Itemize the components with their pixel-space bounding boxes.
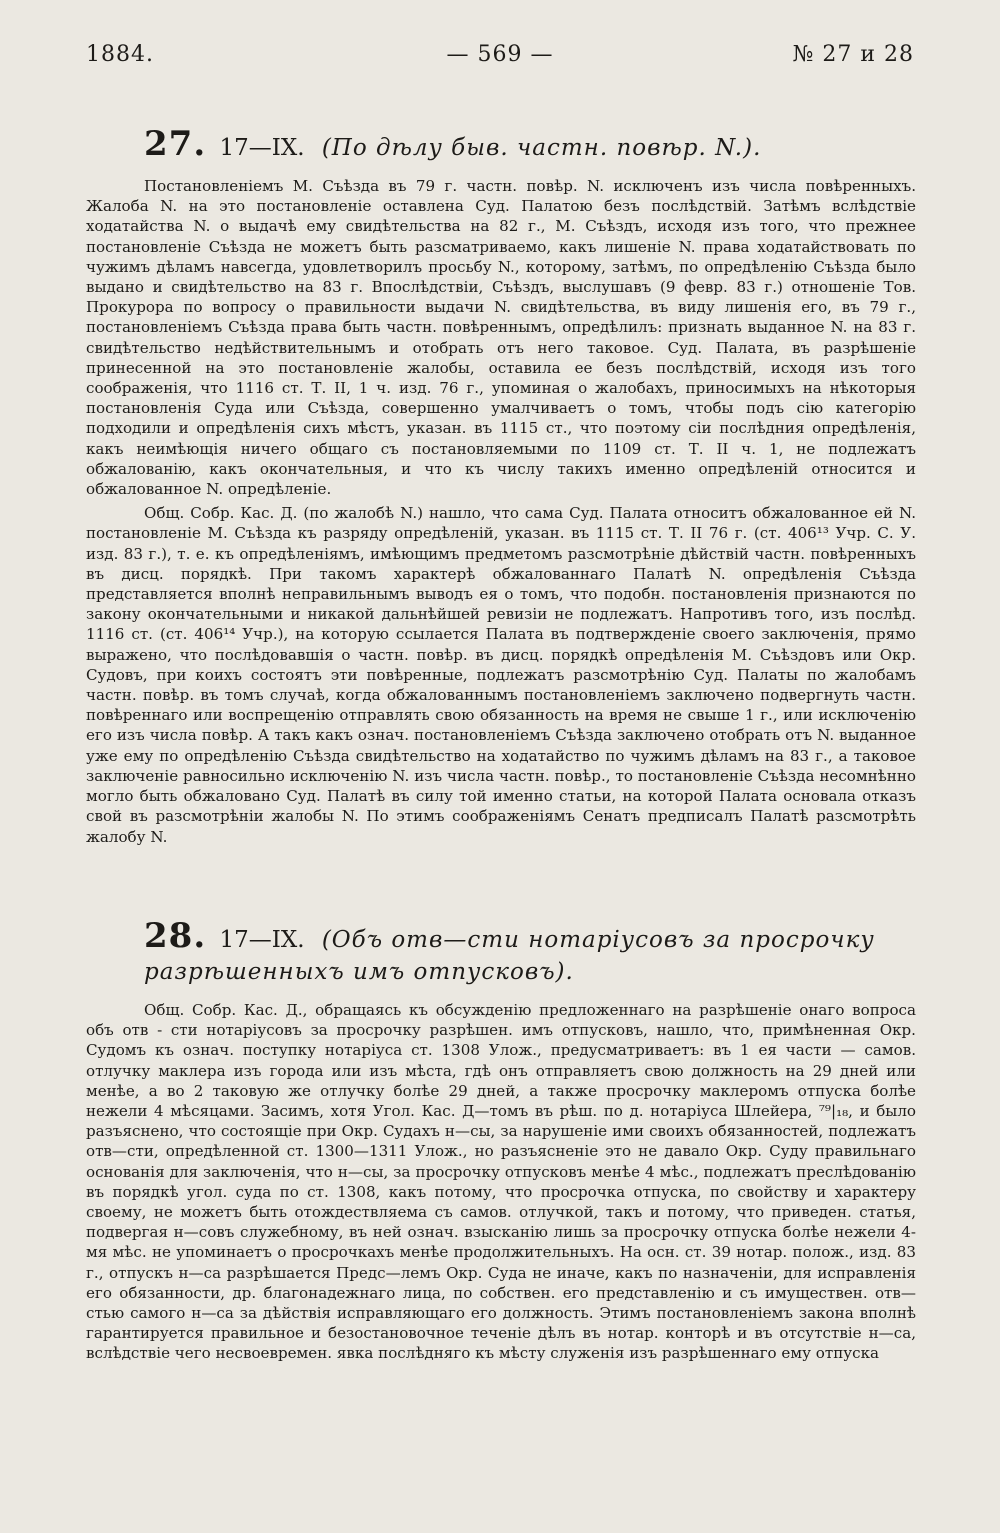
section-number: 28.	[144, 916, 207, 956]
running-head	[86, 42, 914, 82]
section-date: 17—IX.	[219, 927, 305, 953]
section-heading	[86, 916, 916, 988]
page-number: — 569 —	[446, 42, 554, 67]
section-date: 17—IX.	[219, 135, 305, 161]
paragraph: Общ. Собр. Кас. Д., обращаясь къ обсужденію предложеннаго на разрѣшеніе онаго вопроса объ отв - сти нотаріусовъ за просрочку разрѣшен. имъ отпусковъ, нашло, что, примѣненная Окр. Судомъ къ означ. поступку нотаріуса ст. 1308 Улож., предусматриваетъ: въ 1 ея части — самов. отлучку маклера изъ города или изъ мѣста, гдѣ онъ отправляетъ свою должность на 29 дней или менѣе, а во 2 таковую же отлучку болѣе 29 дней, а также просрочку маклеромъ отпуска болѣе нежели 4 мѣсяцами. Засимъ, хотя Угол. Кас. Д—томъ въ рѣш. по д. нотаріуса Шлейера, ⁷⁹|₁₈, и было разъяснено, что состоящіе при Окр. Судахъ н—сы, за нарушеніе ими своихъ обязанностей, подлежатъ отв—сти, опредѣленной ст. 1300—1311 Улож., но разъясненіе это не давало Окр. Суду правильнаго основанія для заключенія, что н—сы, за просрочку отпусковъ менѣе 4 мѣс., подлежатъ преслѣдованію въ порядкѣ угол. суда по ст. 1308, какъ потому, что просрочка отпуска, по свойству и характеру своему, не можетъ быть отождествляема съ самов. отлучкой, такъ и потому, что приведен. статья, подвергая н—совъ служебному, въ ней означ. взысканію лишь за просрочку отпуска болѣе нежели 4-мя мѣс. не упоминаетъ о просрочкахъ менѣе продолжительныхъ. На осн. ст. 39 нотар. полож., изд. 83 г., отпускъ н—са разрѣшается Предс—лемъ Окр. Суда не иначе, какъ по назначеніи, для исправленія его обязанности, др. благонадежнаго лица, по собствен. его представленію и съ имуществен. отв—стью самого н—са за дѣйствія исправляющаго его должность. Этимъ постановленіемъ закона вполнѣ гарантируется правильное и безостановочное теченіе дѣлъ въ нотар. конторѣ и въ отсутствіе н—са, вслѣдствіе чего несвоевремен. явка послѣдняго къ мѣсту служенія изъ разрѣшеннаго ему отпуска	[86, 1001, 916, 1363]
section-28	[86, 916, 916, 1364]
paragraph: Постановленіемъ М. Съѣзда въ 79 г. частн. повѣр. N. исключенъ изъ числа повѣренныхъ. Жалоба N. на это постановленіе оставлена Суд. Палатою безъ послѣдствій. Затѣмъ вслѣдствіе ходатайства N. о выдачѣ ему свидѣтельства на 82 г., М. Съѣздъ, исходя изъ того, что прежнее постановленіе Съѣзда не можетъ быть разсматриваемо, какъ лишеніе N. права ходатайствовать по чужимъ дѣламъ навсегда, удовлетворилъ просьбу N., которому, затѣмъ, по опредѣленію Съѣзда было выдано и свидѣтельство на 83 г. Впослѣдствіи, Съѣздъ, выслушавъ (9 февр. 83 г.) отношеніе Тов. Прокурора по вопросу о правильности выдачи N. свидѣтельства, въ виду лишенія его, въ 79 г., постановленіемъ Съѣзда права быть частн. повѣреннымъ, опредѣлилъ: признать выданное N. на 83 г. свидѣтельство недѣйствительнымъ и отобрать отъ него таковое. Суд. Палата, въ разрѣшеніе принесенной на это постановленіе жалобы, оставила ее безъ послѣдствій, исходя изъ того соображенія, что 1116 ст. Т. II, 1 ч. изд. 76 г., упоминая о жалобахъ, приносимыхъ на нѣкоторыя постановленія Суда или Съѣзда, совершенно умалчиваетъ о томъ, чтобы подъ сію категорію подходили и опредѣленія сихъ мѣстъ, указан. въ 1115 ст., что поэтому сіи послѣдния опредѣленія, какъ неимѣющія ничего общаго съ постановляемыми по 1109 ст. Т. II ч. 1, не подлежатъ обжалованію, какъ окончательныя, и что къ числу такихъ именно опредѣленій относится и обжалованное N. опредѣленіе.	[86, 177, 916, 499]
issue-number: № 27 и 28	[792, 42, 914, 67]
section-title: (Объ отв—сти нотаріусовъ за просрочку разрѣшенныхъ имъ отпусковъ).	[144, 927, 875, 985]
section-number: 27.	[144, 124, 207, 164]
section-title: (По дѣлу быв. частн. повѣр. N.).	[321, 135, 762, 161]
paragraph: Общ. Собр. Кас. Д. (по жалобѣ N.) нашло, что сама Суд. Палата относитъ обжалованное ей N. постановленіе М. Съѣзда къ разряду опредѣленій, указан. въ 1115 ст. Т. II 76 г. (ст. 406¹³ Учр. С. У. изд. 83 г.), т. е. къ опредѣленіямъ, имѣющимъ предметомъ разсмотрѣніе дѣйствій частн. повѣренныхъ въ дисц. порядкѣ. При такомъ характерѣ обжалованнаго Палатѣ N. опредѣленія Съѣзда представляется вполнѣ неправильнымъ выводъ ея о томъ, что подобн. постановленія признаются по закону окончательными и никакой дальнѣйшей ревизіи не подлежатъ. Напротивъ того, изъ послѣд. 1116 ст. (ст. 406¹⁴ Учр.), на которую ссылается Палата въ подтвержденіе своего заключенія, прямо выражено, что послѣдовавшія о частн. повѣр. въ дисц. порядкѣ опредѣленія М. Съѣздовъ или Окр. Судовъ, при коихъ состоятъ эти повѣренные, подлежатъ разсмотрѣнію Суд. Палаты по жалобамъ частн. повѣр. въ томъ случаѣ, когда обжалованнымъ постановленіемъ заключено подвергнуть частн. повѣреннаго или воспрещенію отправлять свою обязанность на время не свыше 1 г., или исключенію его изъ числа повѣр. А такъ какъ означ. постановленіемъ Съѣзда заключено отобрать отъ N. выданное уже ему по опредѣленію Съѣзда свидѣтельство на ходатайство по чужимъ дѣламъ на 83 г., а таковое заключеніе равносильно исключенію N. изъ числа частн. повѣр., то постановленіе Съѣзда несомнѣнно могло быть обжаловано Суд. Палатѣ въ силу той именно статьи, на которой Палата основала отказъ свой въ разсмотрѣніи жалобы N. По этимъ соображеніямъ Сенатъ предписалъ Палатѣ разсмотрѣть жалобу N.	[86, 504, 916, 846]
header-year: 1884.	[86, 42, 154, 67]
section-heading	[86, 124, 916, 164]
section-27	[86, 124, 916, 847]
